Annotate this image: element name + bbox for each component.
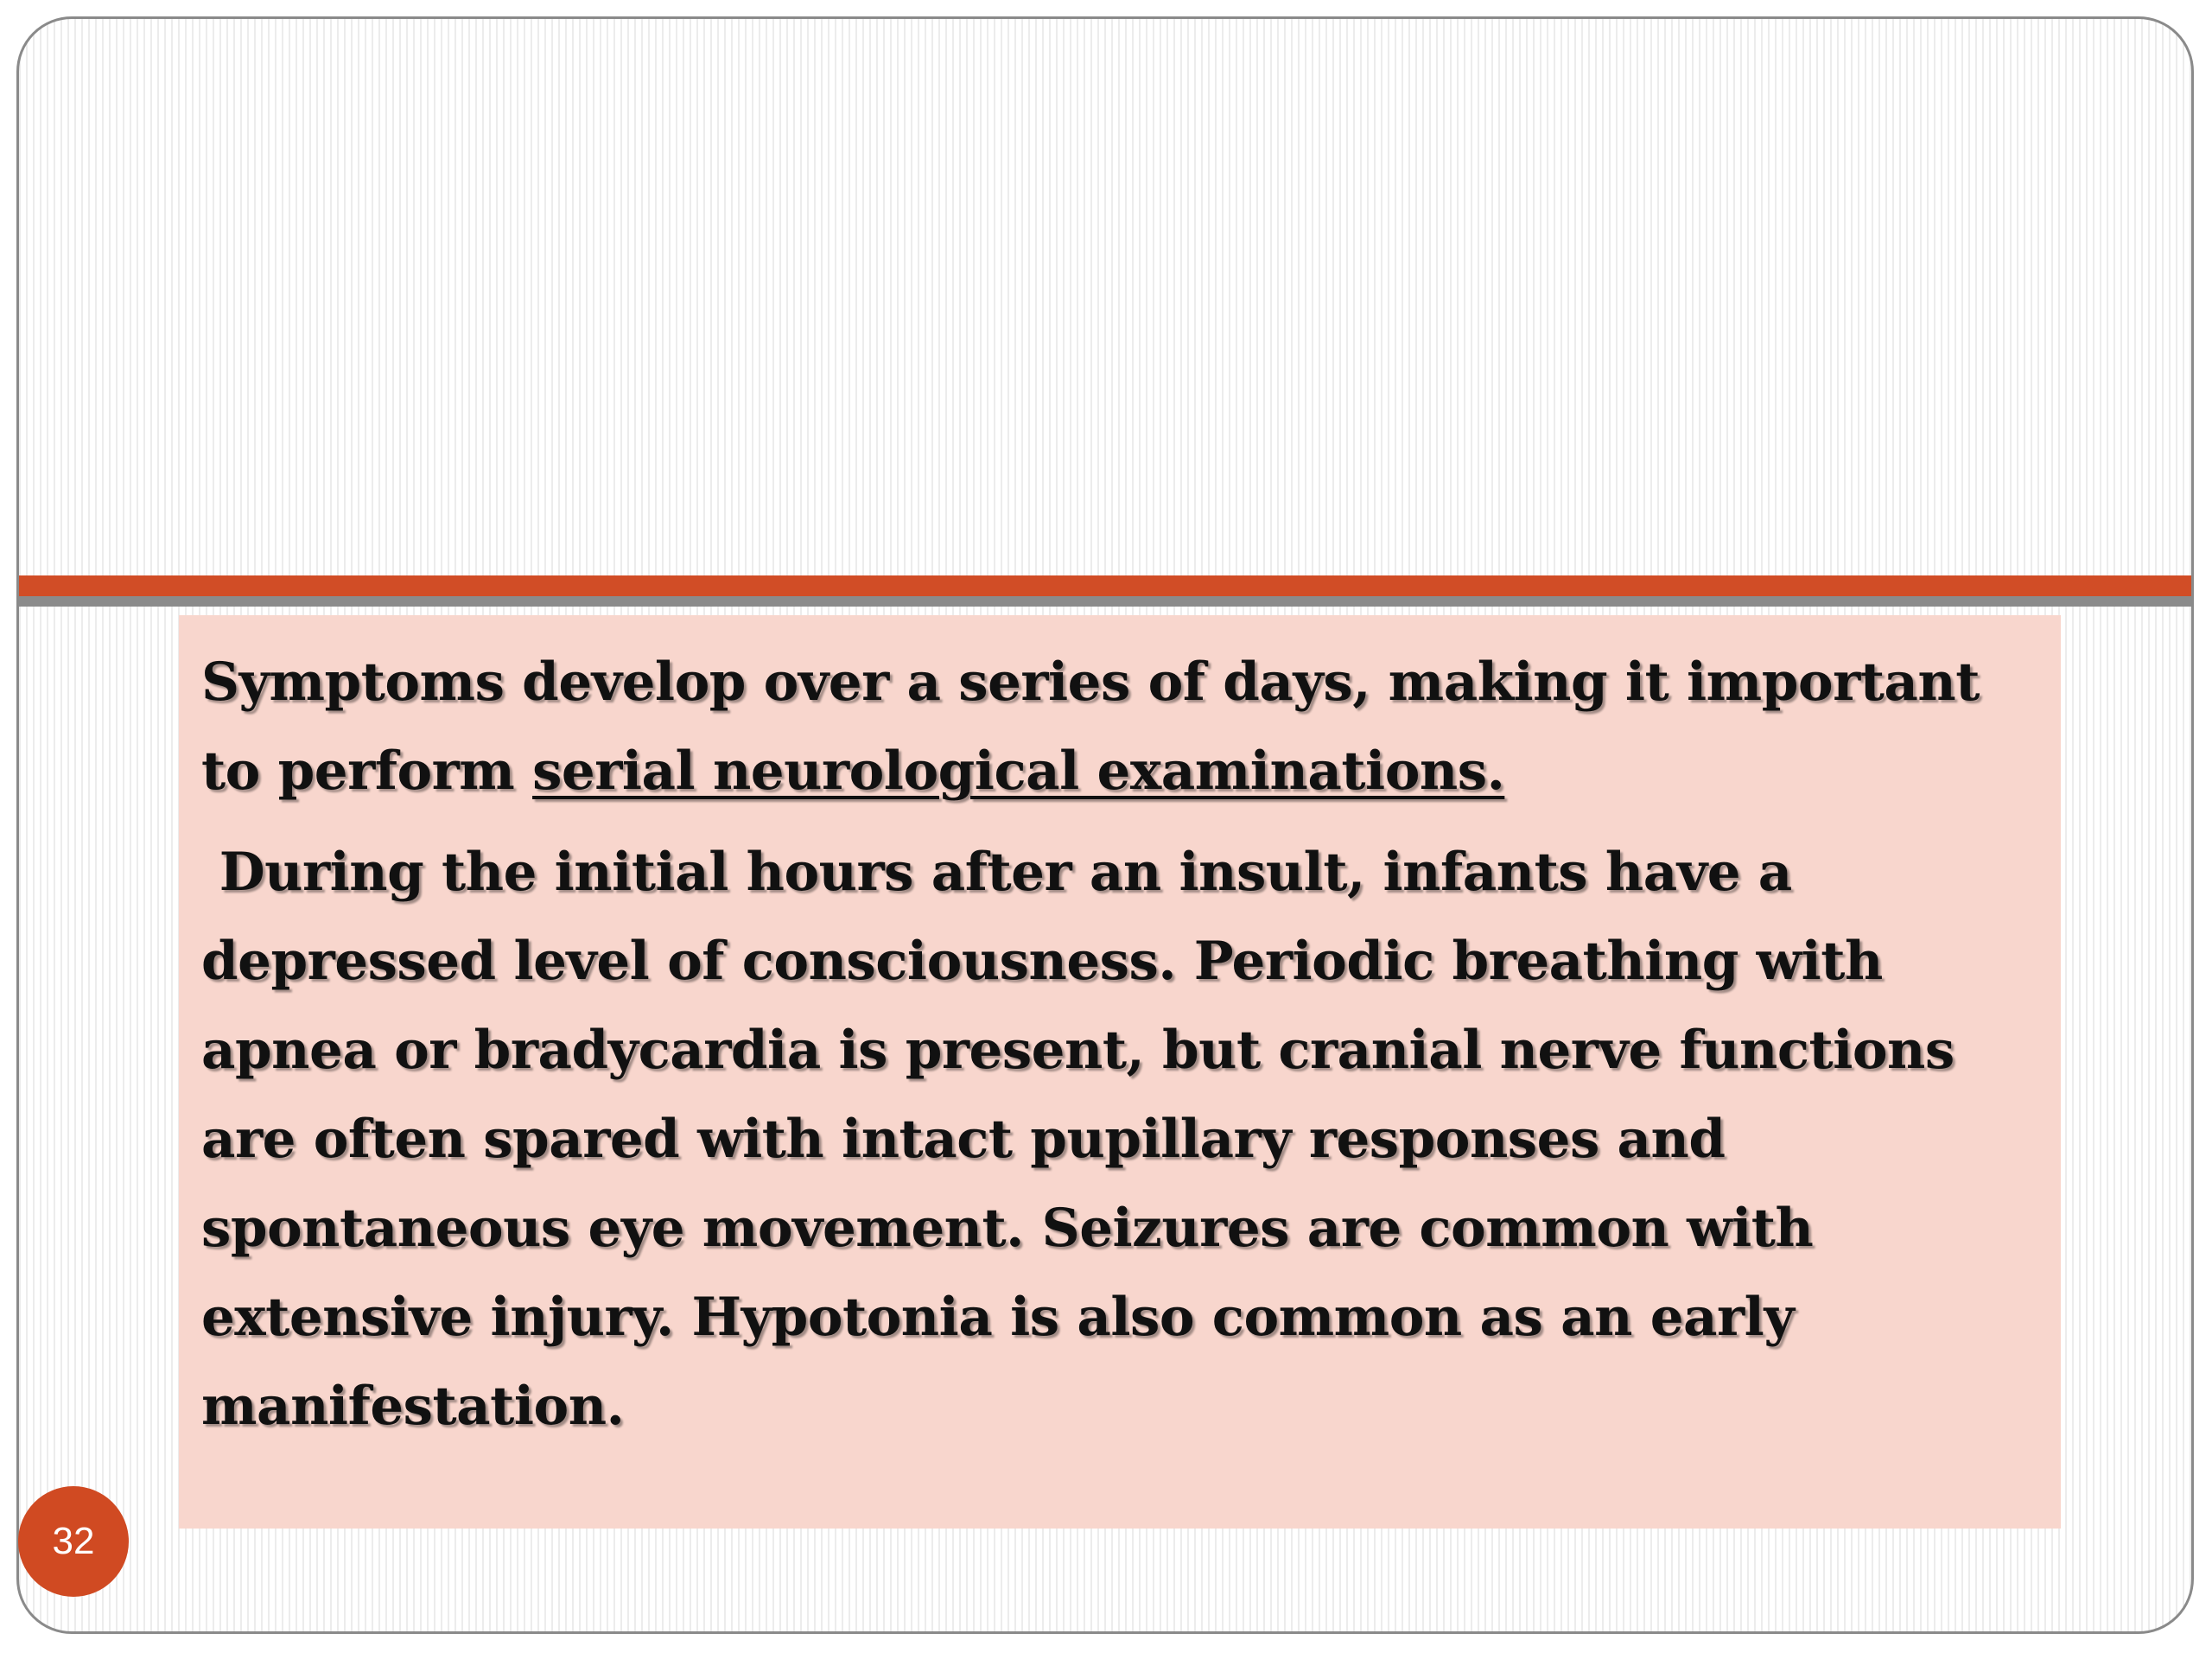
- slide-frame: [16, 16, 2194, 1634]
- divider-orange-band: [19, 575, 2191, 596]
- serial-examinations-underlined-text: serial neurological examinations.: [532, 741, 1505, 802]
- paragraph-symptoms-text: Symptoms develop over a series of days, making it important to perform: [201, 652, 1980, 802]
- paragraph-initial-hours-text: During the initial hours after an insult, infants have a depressed level of consciousness. Periodic breathing with apnea or bradycardia is present, but cranial nerve functions are often spared with intact pupillary responses and spontaneous eye movement. Seizures are common with extensive injury. Hypotonia is also common as an early manifestation.: [201, 842, 1955, 1437]
- content-text-box: [179, 615, 2061, 1529]
- page-number: 32: [52, 1520, 95, 1562]
- paragraph-initial-hours: [201, 828, 2035, 1451]
- paragraph-symptoms: [201, 638, 2035, 816]
- page-number-badge: [18, 1486, 129, 1597]
